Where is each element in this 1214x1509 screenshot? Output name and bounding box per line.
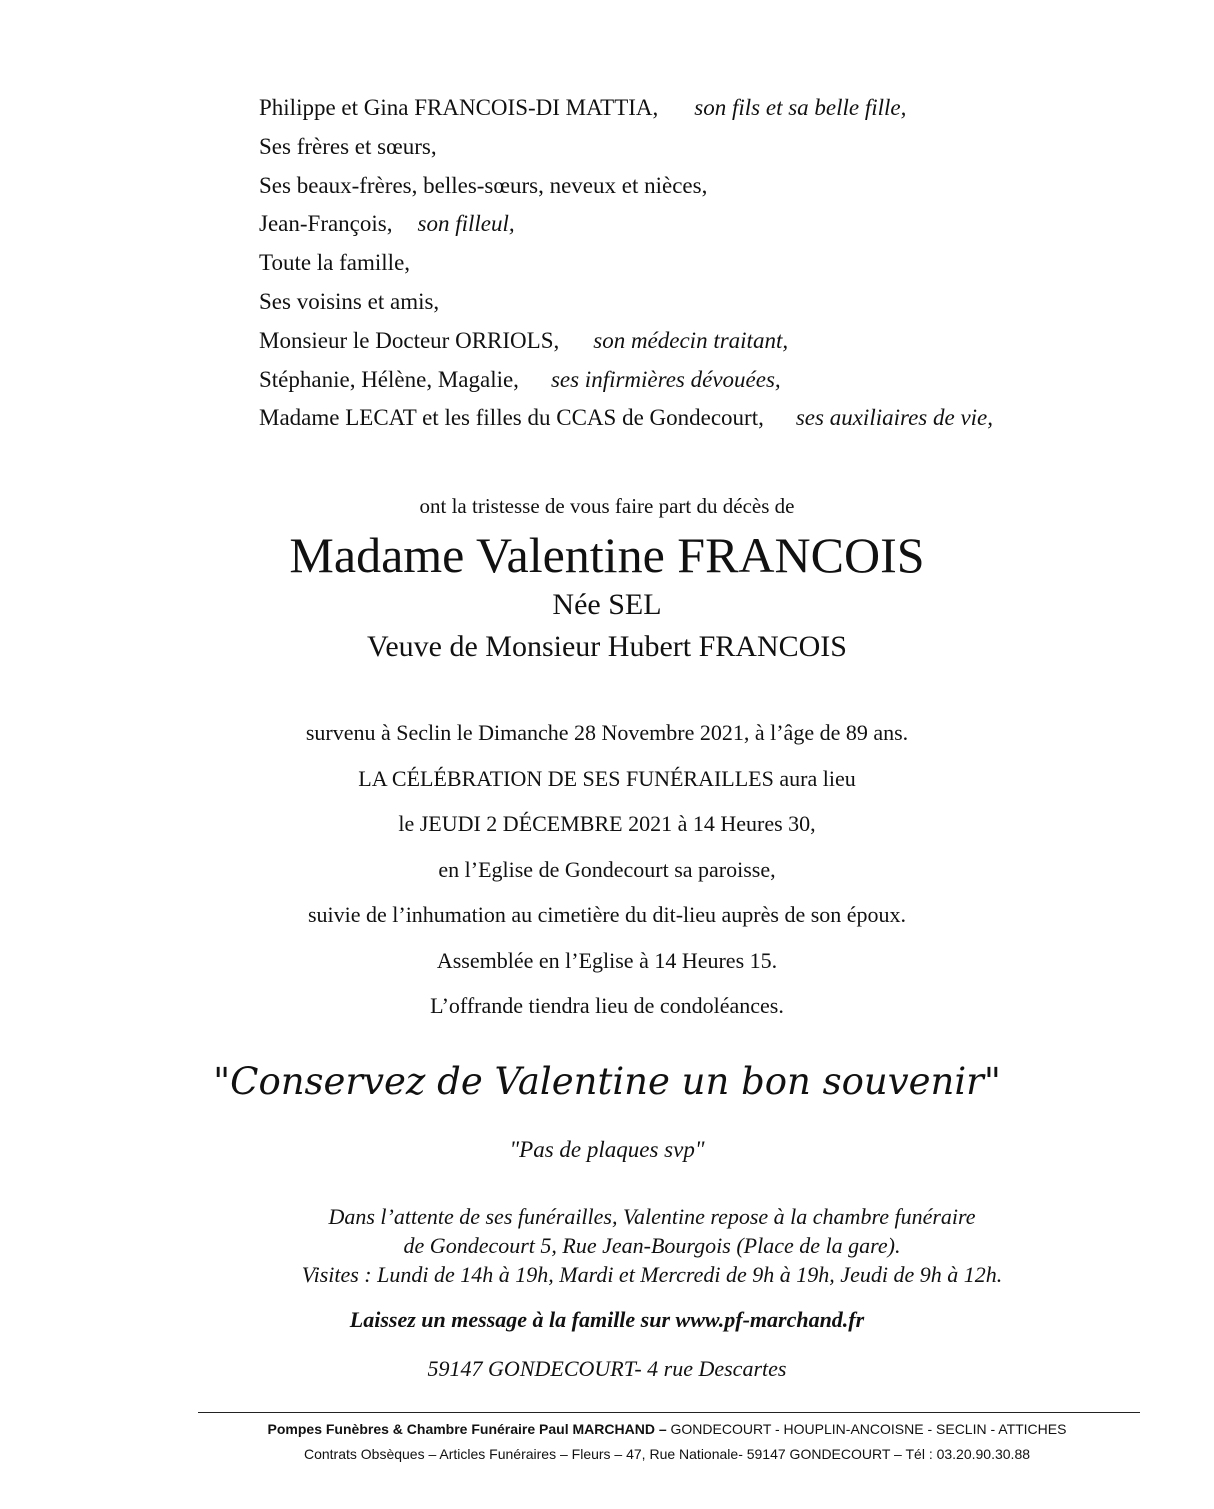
visitation-line: de Gondecourt 5, Rue Jean-Bourgois (Place de la gare). — [403, 1233, 901, 1258]
company-name: Pompes Funèbres & Chambre Funéraire Paul MARCHAND – — [267, 1421, 667, 1437]
detail-line: survenu à Seclin le Dimanche 28 Novembre 2021, à l’âge de 89 ans. — [305, 720, 909, 745]
family-name: Toute la famille, — [259, 250, 411, 276]
announcement-intro: ont la tristesse de vous faire part du décès de — [419, 494, 795, 518]
deceased-name: Madame Valentine FRANCOIS — [289, 527, 925, 583]
no-plaques-note: "Pas de plaques svp" — [509, 1137, 705, 1162]
family-role: son médecin traitant, — [593, 327, 789, 353]
detail-line: le JEUDI 2 DÉCEMBRE 2021 à 14 Heures 30, — [398, 811, 816, 836]
memorial-quote: "Conservez de Valentine un bon souvenir" — [213, 1060, 1001, 1103]
detail-line: suivie de l’inhumation au cimetière du dit-lieu auprès de son époux. — [307, 902, 907, 927]
family-role: ses auxiliaires de vie, — [795, 405, 994, 431]
funeral-home-address: 59147 GONDECOURT- 4 rue Descartes — [427, 1356, 787, 1381]
family-name: Stéphanie, Hélène, Magalie, — [259, 366, 519, 392]
family-name: Ses frères et sœurs, — [259, 133, 437, 159]
visitation-line: Visites : Lundi de 14h à 19h, Mardi et Mercredi de 9h à 19h, Jeudi de 9h à 12h. — [301, 1262, 1003, 1287]
family-line — [259, 287, 993, 326]
detail-line: LA CÉLÉBRATION DE SES FUNÉRAILLES aura lieu — [358, 765, 856, 791]
maiden-name: Née SEL — [552, 588, 662, 621]
widow-of: Veuve de Monsieur Hubert FRANCOIS — [367, 630, 847, 663]
family-line — [259, 209, 993, 248]
visitation-line: Dans l’attente de ses funérailles, Valentine repose à la chambre funéraire — [328, 1204, 976, 1229]
family-line — [259, 365, 993, 404]
family-role: son fils et sa belle fille, — [694, 95, 907, 120]
funeral-details — [0, 718, 1214, 1037]
family-name: Ses beaux-frères, belles-sœurs, neveux et nièces, — [259, 172, 708, 198]
family-name: Philippe et Gina FRANCOIS-DI MATTIA, — [259, 95, 659, 120]
family-name: Jean-François, — [259, 211, 393, 237]
family-role: ses infirmières dévouées, — [550, 366, 781, 392]
family-name: Madame LECAT et les filles du CCAS de Gondecourt, — [259, 405, 764, 431]
family-line — [259, 132, 993, 171]
detail-line: Assemblée en l’Eglise à 14 Heures 15. — [436, 947, 778, 973]
detail-line: L’offrande tiendra lieu de condoléances. — [430, 993, 784, 1018]
company-towns: GONDECOURT - HOUPLIN-ANCOISNE - SECLIN - ATTICHES — [666, 1421, 1067, 1437]
family-line — [259, 171, 993, 210]
footer-divider — [198, 1412, 1140, 1413]
family-line — [259, 326, 993, 365]
family-role: son filleul, — [417, 211, 515, 237]
family-line — [259, 403, 993, 442]
family-list — [259, 93, 993, 442]
family-name: Ses voisins et amis, — [259, 288, 440, 314]
family-name: Monsieur le Docteur ORRIOLS, — [259, 327, 560, 353]
visitation-info — [0, 1202, 1214, 1289]
footer-company-line — [0, 1421, 1214, 1437]
detail-line: en l’Eglise de Gondecourt sa paroisse, — [438, 856, 776, 882]
family-line — [259, 248, 993, 287]
footer-contact-line: Contrats Obsèques – Articles Funéraires – Fleurs – 47, Rue Nationale- 59147 GONDECOURT – Tél : 03.20.90.30.88 — [303, 1446, 1031, 1462]
family-line — [259, 93, 993, 132]
message-link[interactable]: Laissez un message à la famille sur www.pf-marchand.fr — [349, 1307, 865, 1332]
